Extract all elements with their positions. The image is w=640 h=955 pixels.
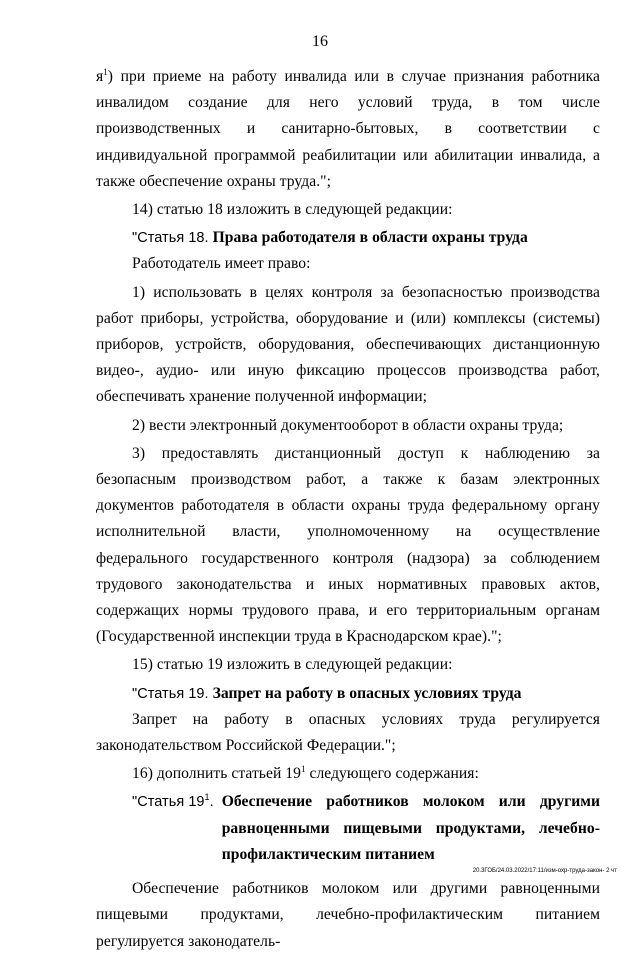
paragraph-text: ) при приеме на работу инвалида или в случае признания работника инвалидом создание для него условий труда, в том числе производственных и санитарно-бытовых, в соответствии с индивидуальной программой реабилитации или абилитации инвалида, а также обеспечение охраны труда.";: [96, 68, 600, 190]
right-item-2: 2) вести электронный документооборот в области охраны труда;: [132, 416, 564, 434]
article-label: [96, 789, 214, 868]
article-label-text: "Статья 19: [132, 794, 205, 811]
footnote-superscript: 1: [103, 67, 108, 77]
article-title: Права работодателя в области охраны труда: [212, 229, 528, 247]
amendment-item-15: 15) статью 19 изложить в следующей редакции:: [132, 656, 453, 674]
document-body: [96, 64, 600, 955]
article-title: Запрет на работу в опасных условиях труда: [212, 684, 522, 702]
article-title: Обеспечение работников молоком или другими равноценными пищевыми продуктами, лечебно-профилактическим питанием: [221, 793, 600, 863]
amendment-item-16: [96, 761, 600, 787]
article-19-heading: [96, 681, 600, 707]
item-text-suffix: следующего содержания:: [305, 765, 479, 783]
superscript: 1: [300, 764, 306, 775]
paragraph-prefix: я: [96, 68, 104, 85]
superscript: 1: [204, 792, 210, 803]
article-label: "Статья 18.: [132, 230, 209, 247]
right-item-3: 3) предоставлять дистанционный доступ к наблюдению за безопасным производством работ, а также к базам электронных документов работодателя в области охраны труда федеральному органу исполнительной власти, уполномоченному на осуществление федерального государственного контроля (надзора) за соблюдением трудового законодательства и иных нормативных правовых актов, содержащих нормы трудового права, и его территориальным органам (Государственной инспекции труда в Краснодарском крае).";: [96, 444, 600, 646]
article-label-suffix: .: [209, 794, 214, 811]
article-19-text: Запрет на работу в опасных условиях труда регулируется законодательством Российской Федерации.";: [96, 710, 600, 755]
item-text: 16) дополнить статьей 19: [132, 765, 301, 783]
page-number: 16: [312, 33, 328, 50]
article-19-1-heading: [96, 789, 600, 868]
paragraph-continuation: [96, 64, 600, 195]
right-item-1: 1) использовать в целях контроля за безопасностью производства работ приборы, устройства, оборудование и (или) комплексы (системы) приборов, устройств, оборудования, обеспечивающих дистанционную видео-, аудио- или иную фиксацию процессов производства работ, обеспечивать хранение полученной информации;: [96, 283, 600, 406]
document-footer-code: 20.3ГОБ/24.03.2022/17:11/изм-охр-труда-закон- 2 чт: [472, 868, 617, 874]
employer-rights-intro: Работодатель имеет право:: [132, 255, 311, 273]
amendment-item-14: 14) статью 18 изложить в следующей редакции:: [132, 201, 453, 219]
article-label: "Статья 19.: [132, 685, 209, 702]
article-19-1-text: Обеспечение работников молоком или другими равноценными пищевыми продуктами, лечебно-профилактическим питанием регулируется законодатель-: [96, 880, 600, 950]
article-18-heading: [96, 225, 600, 251]
